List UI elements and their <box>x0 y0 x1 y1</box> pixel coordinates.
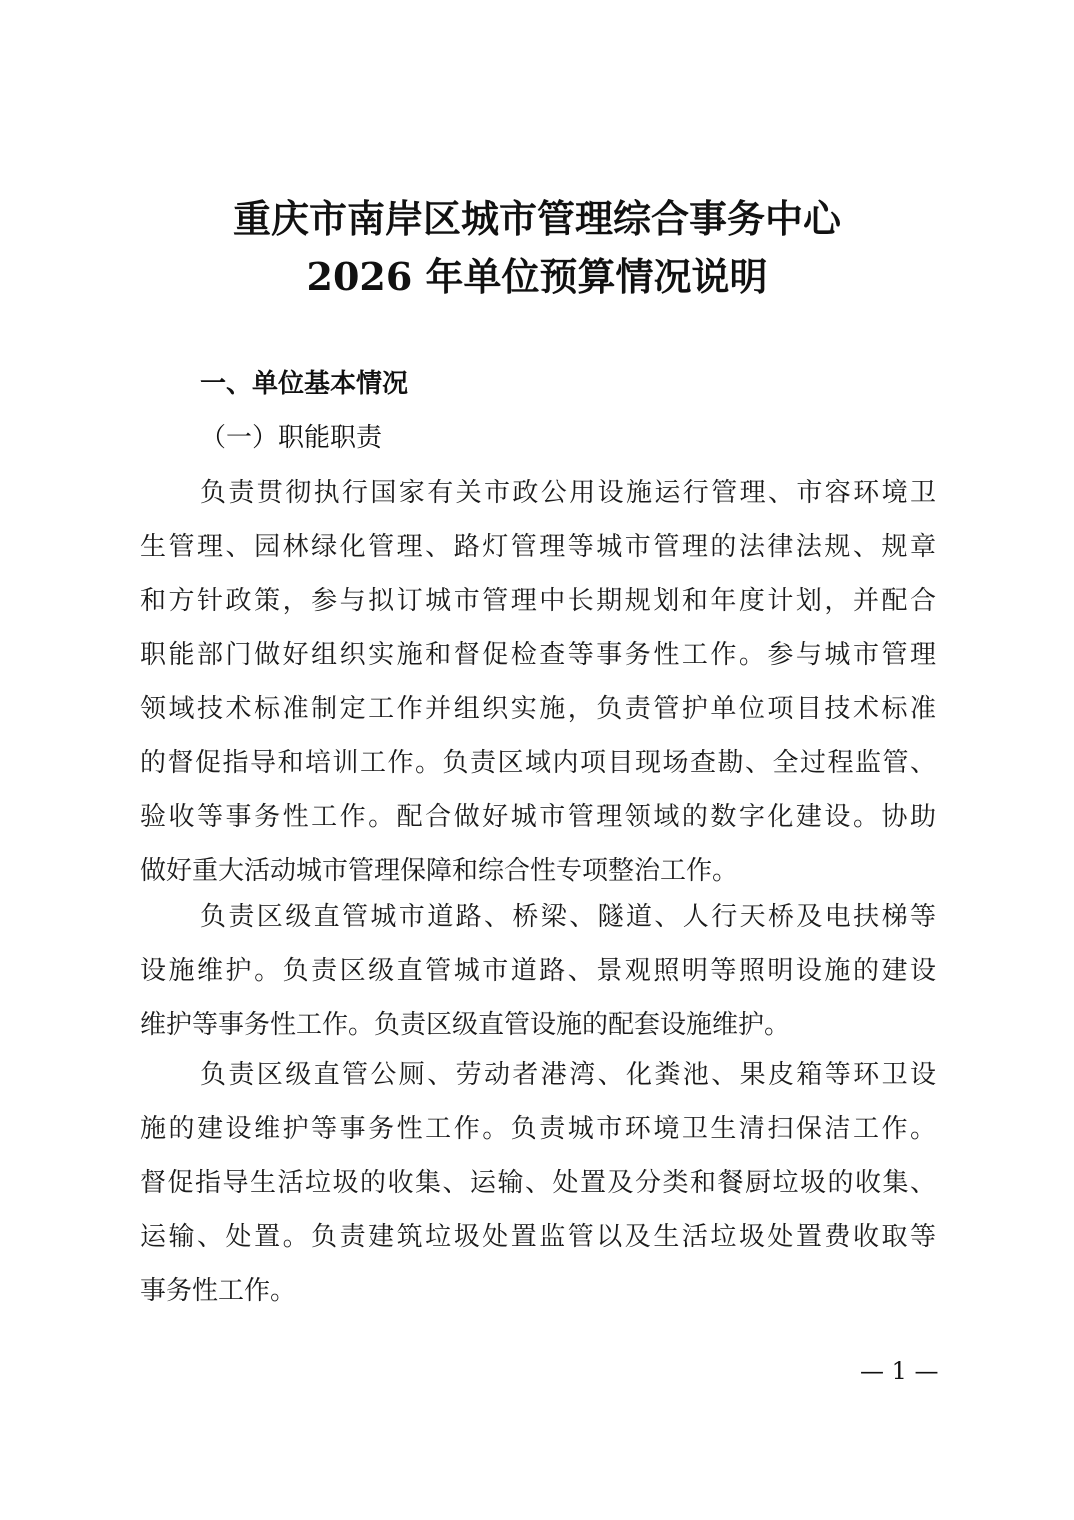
paragraph-line: 职能部门做好组织实施和督促检查等事务性工作。参与城市管理 <box>140 640 936 670</box>
paragraph-1 <box>140 466 936 898</box>
paragraph-line: 施的建设维护等事务性工作。负责城市环境卫生清扫保洁工作。 <box>140 1114 936 1144</box>
paragraph-line: 生管理、园林绿化管理、路灯管理等城市管理的法律法规、规章 <box>140 532 936 562</box>
paragraph-line: 负责区级直管公厕、劳动者港湾、化粪池、果皮箱等环卫设 <box>200 1060 936 1090</box>
paragraph-3 <box>140 1048 936 1318</box>
paragraph-line: 领域技术标准制定工作并组织实施，负责管护单位项目技术标准 <box>140 694 936 724</box>
document-title <box>0 190 1074 306</box>
paragraph-line: 负责区级直管城市道路、桥梁、隧道、人行天桥及电扶梯等 <box>200 902 936 932</box>
section-heading: 一、单位基本情况 <box>200 369 409 399</box>
paragraph-line: 督促指导生活垃圾的收集、运输、处置及分类和餐厨垃圾的收集、 <box>140 1168 936 1198</box>
paragraph-line: 维护等事务性工作。负责区级直管设施的配套设施维护。 <box>140 1010 791 1040</box>
paragraph-line: 和方针政策，参与拟订城市管理中长期规划和年度计划，并配合 <box>140 586 936 616</box>
title-line-1: 重庆市南岸区城市管理综合事务中心 <box>232 196 841 241</box>
paragraph-line: 的督促指导和培训工作。负责区域内项目现场查勘、全过程监管、 <box>140 748 936 778</box>
title-line-2: 2026 年单位预算情况说明 <box>306 254 768 299</box>
page-number: — 1 — <box>860 1357 939 1385</box>
paragraph-line: 验收等事务性工作。配合做好城市管理领域的数字化建设。协助 <box>140 802 936 832</box>
paragraph-line: 设施维护。负责区级直管城市道路、景观照明等照明设施的建设 <box>140 956 936 986</box>
paragraph-line: 事务性工作。 <box>140 1276 297 1306</box>
paragraph-line: 做好重大活动城市管理保障和综合性专项整治工作。 <box>140 856 739 886</box>
paragraph-line: 负责贯彻执行国家有关市政公用设施运行管理、市容环境卫 <box>200 478 936 508</box>
paragraph-line: 运输、处置。负责建筑垃圾处置监管以及生活垃圾处置费收取等 <box>140 1222 936 1252</box>
paragraph-2 <box>140 890 936 1052</box>
subsection-heading: （一）职能职责 <box>200 423 383 453</box>
